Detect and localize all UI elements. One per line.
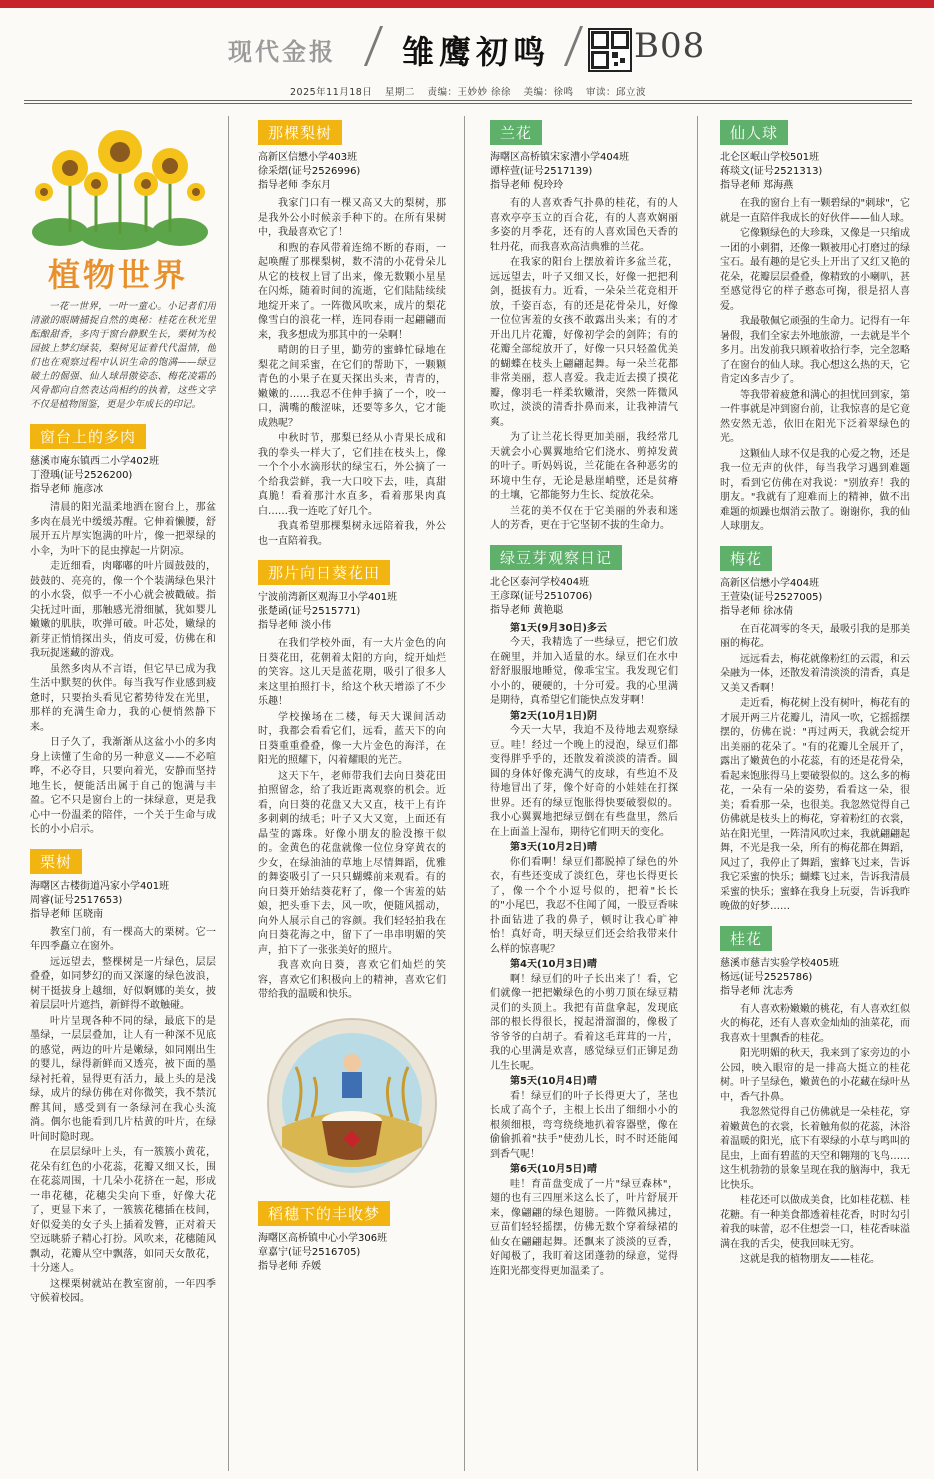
feature-title: 植物世界 [48, 256, 189, 294]
divider-slash [564, 26, 583, 66]
paragraph: 和煦的春风带着连绵不断的春雨，一起唤醒了那棵梨树，数不清的小花骨朵儿从它的枝杈上冒了出来，像无数颗小星星在闪烁，随着时间的流逝，它们陆陆续续地绽开来了。一阵微风吹来，成片的梨花像雪白的浪花一样，连同春雨一起翩翩而来，我多想成为那其中的一朵啊！ [258, 242, 446, 341]
issue-date: 2025年11月18日 [290, 87, 373, 98]
header-rule [24, 103, 912, 104]
school: 高新区信懋小学404班 [720, 577, 820, 589]
column-1 [30, 116, 216, 1473]
paragraph: 清晨的阳光温柔地洒在窗台上，那盆多肉在晨光中缓缓苏醒。它伸着懒腰，舒展开五片厚实饱满的叶片，像一把翠绿的小伞，为叶下的昆虫撑起一片阴凉。 [30, 502, 216, 557]
paragraph: 这颗仙人球不仅是我的心爱之物，还是我一位无声的伙伴，每当我学习遇到难题时，看到它仿佛在对我说："别放弃！我的朋友。"我就有了迎难而上的精神，做不出难题的烦躁也烟消云散了。谢谢你，我的仙人球朋友。 [720, 448, 910, 532]
paragraph: 教室门前，有一棵高大的栗树。它一年四季矗立在窗外。 [30, 926, 216, 952]
student: 周睿(证号2517653) [30, 894, 123, 906]
paragraph: 我最敬佩它顽强的生命力。记得有一年暑假，我们全家去外地旅游，一去就是半个多月。出发前我只顾着收拾行李，完全忽略了在窗台的仙人球。我心想这么热的天，它肯定凶多吉少了。 [720, 316, 910, 385]
masthead [0, 8, 934, 80]
paragraph: 等我带着疲惫和满心的担忧回到家，第一件事就是冲到窗台前，让我惊喜的是它竟然安然无恙，依旧在阳光下泛着翠绿色的光。 [720, 389, 910, 444]
page-number: B08 [634, 26, 706, 66]
paragraph: 中秋时节，那梨已经从小青果长成和我的拳头一样大了，它们挂在枝头上，像一个个小水滴形状的绿宝石，外公摘了一个给我尝鲜，我一大口咬下去，哇，真甜真脆！看着那汁水直多，看着那果肉真白……我一连吃了好几个。 [258, 433, 446, 517]
column-3 [490, 116, 678, 1473]
paragraph: 叶片呈现各种不同的绿，最底下的是墨绿，一层层叠加，让人有一种深不见底的感觉，两边的叶片是嫩绿，如同刚出生的婴儿，绿得新鲜而又透亮，被下面的墨绿衬托着，显得更有活力，最上头的是浅绿，成片的绿仿佛在对你微笑，我不禁沉醉其间，感受到有一条绿河在我心头流淌。偶尔也能看到几片枯黄的叶片，在绿叶间时隐时现。 [30, 1015, 216, 1143]
column-divider [464, 116, 465, 1471]
designer: 美编：徐鸣 [523, 87, 574, 98]
article-title-lishu2: 那棵梨树 [258, 120, 342, 145]
article-title-lvdou: 绿豆芽观察日记 [490, 545, 622, 570]
section-title: 雏鹰初鸣 [402, 33, 551, 71]
student: 蒋琰文(证号2521313) [720, 166, 823, 177]
diary-text: 啊！绿豆们的叶子长出来了！看，它们就像一把把嫩绿色的小剪刀顶在绿豆精灵们的头顶上。我把有苗盘拿起，发现底部的根长得很长，搅起滑溜溜的，像极了爷爷爷的白胡子。看着这毛茸茸的一片，我的心里满是欢喜，感觉绿豆们正铆足劲儿生长呢。 [490, 973, 678, 1072]
paragraph: 走近看，梅花树上没有树叶，梅花有的才展开两三片花瓣儿，清风一吹，它摇摇摆摆的，仿佛在说："再过两天，我就会绽开出美丽的花朵了。"有的花瓣儿全展开了，露出了嫩黄色的小花蕊，有的还是花骨朵，看起来饱胀得马上要破裂似的。这么多的梅花，一朵有一朵的姿势，看看这一朵，很美；看看那一朵，也很美。我忽然觉得自己仿佛就是枝头上的梅花，穿着粉红的衣裳，站在阳光里，一阵清风吹过来，我就翩翩起舞，不光是我一朵，所有的梅花都在舞蹈，风过了，我停止了舞蹈，蜜蜂飞过来，告诉我它采蜜的快乐；蝴蝶飞过来，告诉我清晨采蜜的快乐；蜜蜂在我身上玩耍，告诉我昨晚做的好梦…… [720, 698, 910, 912]
student: 张楚函(证号2515771) [258, 606, 361, 617]
diary-date: 第5天(10月4日)晴 [510, 1076, 597, 1087]
article-title-daosui: 稻穗下的丰收梦 [258, 1201, 390, 1226]
school: 北仑区岷山学校501班 [720, 152, 820, 163]
plate-painting-icon [266, 1017, 438, 1189]
paragraph: 有的人喜欢香气扑鼻的桂花，有的人喜欢亭亭玉立的百合花，有的人喜欢娴丽多姿的月季花，还有的人喜欢国色天香的牡丹花，而我喜欢高洁典雅的兰花。 [490, 198, 678, 253]
teacher: 指导老师 沈志秀 [720, 985, 794, 997]
editors: 责编：王妙妙 徐徐 [427, 87, 511, 98]
proofreader: 审读：邱立波 [586, 87, 647, 98]
diary-text: 你们看啊！绿豆们都脱掉了绿色的外衣，有些还变成了淡红色，芽也长得更长了，像一个个小逗号似的，把着"长长的"小尾巴，我忍不住闻了闻，一股豆香味扑面钻进了我的鼻子，顿时让我心旷神怡！真好奇，明天绿豆们还会给我带来什么样的惊喜呢？ [490, 856, 678, 955]
teacher: 指导老师 李东月 [258, 180, 332, 191]
sunflower-icon [30, 122, 210, 250]
paragraph: 兰花的美不仅在于它美丽的外表和迷人的芳香，更在于它坚韧不拔的生命力。 [490, 505, 678, 531]
article-title-lanhua: 兰花 [490, 120, 542, 145]
column-divider [228, 116, 229, 1471]
issue-weekday: 星期二 [384, 87, 415, 98]
student: 徐采熠(证号2526996) [258, 166, 361, 177]
divider-slash [364, 26, 383, 66]
school: 海曙区古楼街道冯家小学401班 [30, 880, 170, 892]
paragraph: 在我家的阳台上摆放着许多盆兰花，远远望去，叶子又细又长，好像一把把利剑，挺拔有力。近看，一朵朵兰花竞相开放，千姿百态，有的还是花骨朵儿，好像一位位害羞的女孩不敢露出头来；有的才开出几片花瓣，好像初学会的剑阵；有的花瓣全部绽放开了，好像一只只轻盈优美的蝴蝶在枝头上翩翩起舞。每一朵兰花都非常美丽，惹人喜爱。我走近去摸了摸花瓣，像羽毛一样柔软嫩滑，突然一阵微风吹过，淡淡的清香扑鼻而来，让我神清气爽。 [490, 257, 678, 428]
newspaper-name: 现代金报 [228, 38, 336, 66]
article-title-duorou: 窗台上的多肉 [30, 424, 146, 449]
paragraph: 我家门口有一棵又高又大的梨树，那是我外公小时候亲手种下的。在所有果树中，我最喜欢它了！ [258, 198, 446, 238]
student: 王彦琛(证号2510706) [490, 590, 593, 602]
paragraph: 有人喜欢粉嫩嫩的桃花，有人喜欢红似火的梅花，还有人喜欢金灿灿的油菜花，而我喜欢十里飘香的桂花。 [720, 1003, 910, 1044]
teacher: 指导老师 匡晓南 [30, 908, 104, 920]
paragraph: 远远看去，梅花就像粉红的云霞，和云朵融为一体，还散发着清淡淡的清香，真是又美又香啊！ [720, 653, 910, 694]
feature-intro: 一花一世界，一叶一童心。小记者们用清澈的眼睛捕捉自然的奥秘：桂花在秋光里酝酿甜香，多肉于窗台静默生长，栗树为校园披上梦幻绿装，梨树见证着代代温情，他们也在观察过程中认识生命的饱满——绿豆破土的倔强、仙人球昂傲姿态、梅花凌霜的风骨都向自然表达尚相约的执着，这些文字不仅是植物图鉴，更是少年成长的印记。 [30, 301, 216, 410]
teacher: 指导老师 郑海燕 [720, 180, 794, 191]
paragraph: 这就是我的植物朋友——桂花。 [740, 1254, 880, 1265]
paragraph: 这棵栗树就站在教室窗前，一年四季守候着校园。 [30, 1278, 216, 1304]
student: 丁澄瑀(证号2526200) [30, 470, 133, 481]
diary-date: 第3天(10月2日)晴 [510, 842, 597, 853]
paragraph: 晴朗的日子里，勤劳的蜜蜂忙碌地在梨花之间采蜜，在它们的帮助下，一颗颗青色的小果子在夏天探出头来，青青的，嫩嫩的……我忍不住伸手摘了一个，咬一口，满嘴的酸涩味，还要等多久，它才能成熟呢？ [258, 345, 446, 429]
student: 章嘉宁(证号2516705) [258, 1246, 361, 1258]
school: 宁波前湾新区观海卫小学401班 [258, 592, 398, 603]
paragraph: 阳光明媚的秋天，我来到了家旁边的小公园，映入眼帘的是一排高大挺立的桂花树。叶子呈绿色，嫩黄色的小花藏在绿叶丛中，香气扑鼻。 [720, 1048, 910, 1103]
diary-text: 今天，我精选了一些绿豆，把它们放在碗里，并加入适量的水。绿豆们在水中舒舒服服地睡觉，像乖宝宝。我发现它们小小的，硬硬的，十分可爱。我的心里满是期待，真希望它们能快点发芽啊！ [490, 637, 678, 706]
paragraph: 我真希望那棵梨树永远陪着我，外公也一直陪着我。 [258, 521, 446, 547]
teacher: 指导老师 黄艳聪 [490, 604, 564, 616]
teacher: 指导老师 徐冰倩 [720, 605, 794, 617]
teacher: 指导老师 施彦冰 [30, 484, 104, 495]
top-color-bar [0, 0, 934, 8]
article-title-kuihua: 那片向日葵花田 [258, 560, 390, 585]
student: 王萱染(证号2527005) [720, 591, 823, 603]
school: 北仑区泰河学校404班 [490, 576, 590, 588]
column-4 [720, 116, 910, 1473]
paragraph: 为了让兰花长得更加美丽，我经常几天就会小心翼翼地给它们浇水、剪掉发黄的叶子。听妈妈说，兰花能在各种恶劣的环境中生存，无论是悬崖峭壁，还是贫瘠的土壤，它都能努力生长、绽放花朵。 [490, 432, 678, 501]
paragraph: 远远望去，整棵树是一片绿色，层层叠叠，如同梦幻的而又深邃的绿色波浪，树干挺拔身上越细，好似婀娜的美女，披着层层叶片遮挡，新鲜得不敢触碰。 [30, 956, 216, 1011]
paragraph: 学校操场在二楼，每天大课间活动时，我都会看看它们，远看，蓝天下的向日葵重重叠叠，像一大片金色的海洋，在阳光的照耀下，闪着耀眼的光芒。 [258, 711, 446, 766]
paragraph: 日子久了，我渐渐从这盆小小的多肉身上读懂了生命的另一种意义——不必喧哗，不必夺目，只要向着光，安静而坚持地生长，便能活出属于自己的饱满与丰盈。它不只是窗台上的一抹绿意，更是我心中一份温柔的陪伴，一个关于生命与成长的小小启示。 [30, 737, 216, 835]
paragraph: 这天下午，老师带我们去向日葵花田拍照留念，给了我近距离观察的机会。近看，向日葵的花盘又大又直，枝干上有许多刺刺的绒毛；叶子又大又宽，上面还有晶莹的露珠。好像小朋友的脸没擦干似的。金黄色的花盘就像一位位身穿黄衣的少女，在绿油油的草地上尽情舞蹈，优雅的舞姿吸引了一只只蝴蝶前来观看。有的向日葵开始结葵花籽了，像一个害羞的姑娘，把头垂下去，风一吹，便随风摇动，向外人展示自己的容颜。我们轻轻拍我在向日葵花海之中，留下了一串串明媚的笑声，拍下了一张张美好的照片。 [258, 770, 446, 956]
paragraph: 我喜欢向日葵，喜欢它们灿烂的笑容，喜欢它们积极向上的精神，喜欢它们带给我的温暖和快乐。 [258, 960, 446, 1000]
qr-code-icon [588, 28, 632, 72]
paragraph: 在层层绿叶上头，有一簇簇小黄花，花朵有红色的小花蕊，花瓣又细又长，围在花蕊周围，十几朵小花挤在一起，形成一串花穗，花穗尖尖向下垂，好像大花了，更显下来了，一簇簇花穗插在枝间，好似爱美的女子头上插着发簪，正对着天空远眺骄子精心打扮。风吹来，花穗随风飘动，花瓣从空中飘落，如同天女散花，十分迷人。 [30, 1147, 216, 1274]
column-2 [258, 116, 446, 1473]
school: 慈溪市慈吉实验学校405班 [720, 957, 840, 969]
column-divider [697, 116, 698, 1471]
rice-plate-artwork [266, 1017, 438, 1189]
teacher: 指导老师 倪玲玲 [490, 180, 564, 191]
paragraph: 在百花凋零的冬天，最吸引我的是那美丽的梅花。 [720, 623, 910, 649]
paragraph: 在我的窗台上有一颗碧绿的"刺球"，它就是一直陪伴我成长的好伙伴——仙人球。 [720, 198, 910, 224]
paragraph: 它像颗绿色的大珍珠，又像是一只缩成一团的小刺猬，还像一颗被用心打磨过的绿宝石。最有趣的是它头上开出了又红又艳的花朵，花瓣层层叠叠，像精致的小喇叭，甚至感觉得它的样子憨态可掬，很是招人喜爱。 [720, 228, 910, 312]
sunflower-illustration [30, 122, 210, 298]
school: 慈溪市庵东镇西二小学402班 [30, 456, 160, 467]
article-title-lishu: 栗树 [30, 849, 82, 874]
article-title-xianrenqiu: 仙人球 [720, 120, 788, 145]
article-title-guihua: 桂花 [720, 926, 772, 951]
teacher: 指导老师 乔媛 [258, 1260, 322, 1272]
issue-info [290, 84, 655, 98]
article-title-meihua: 梅花 [720, 546, 772, 571]
diary-text: 看！绿豆们的叶子长得更大了，茎也长成了高个子，主根上长出了细细小小的根须细根，弯弯绕绕地扒着容器壁，像在偷偷抓着"扶手"使劲儿长，时不时还能闻到香气呢！ [490, 1090, 678, 1160]
student: 杨远(证号2525786) [720, 971, 813, 983]
diary-date: 第6天(10月5日)晴 [510, 1164, 597, 1175]
school: 高新区信懋小学403班 [258, 152, 358, 163]
diary-date: 第1天(9月30日)多云 [510, 622, 607, 634]
header-rule [24, 100, 912, 101]
paragraph: 桂花还可以做成美食，比如桂花糕、桂花糖。有一种美食都透着桂花香，时时勾引着我的味蕾，忍不住想尝一口，桂花香味溢满在我的舌尖，使我回味无穷。 [720, 1195, 910, 1250]
teacher: 指导老师 淡小伟 [258, 620, 332, 631]
student: 谭梓萱(证号2517139) [490, 166, 593, 177]
diary-text: 今天一大早，我迫不及待地去观察绿豆。哇！经过一个晚上的浸泡，绿豆们都变得胖乎乎的，还散发着淡淡的清香。圆圆的身体好像充满气的皮球，有些迫不及待地冒出了芽，像个好奇的小娃娃在打探世界。还有的绿豆饱胀得快要破裂似的。我小心翼翼地把绿豆倒在有些盘里，然后在上面盖上湿布，期待它们明天的变化。 [490, 725, 678, 838]
paragraph: 在我们学校外面，有一大片金色的向日葵花田，花朝着太阳的方向，绽开灿烂的笑容。这儿天是蓝花期，吸引了很多人来这里拍照打卡，给这个秋天增添了不少乐趣！ [258, 638, 446, 707]
paragraph: 我忽然觉得自己仿佛就是一朵桂花，穿着嫩黄色的衣裳，长着触角似的花蕊，沐浴着温暖的阳光，底下有翠绿的小草与鸣叫的昆虫，上面有碧蓝的天空和翱翔的飞鸟……这生机勃勃的景象呈现在我的脑海中，我无比快乐。 [720, 1107, 910, 1191]
paragraph: 虽然多肉从不言语，但它早已成为我生活中默契的伙伴。每当我写作业感到疲惫时，只要抬头看见它蓄势待发在光里，那样的充满生命力，我的心便悄然静下来。 [30, 663, 216, 733]
diary-text: 哇！育苗盘变成了一片"绿豆森林"，翅的也有三四厘米这么长了，叶片舒展开来，像翩翩的绿色翅膀。一阵微风拂过，豆苗们轻轻摇摆，仿佛无数个穿着绿裙的仙女在翩翩起舞。还飘来了淡淡的豆香，好闻极了，我盯着这团蓬勃的绿意，觉得连阳光都变得更加温柔了。 [490, 1178, 678, 1277]
diary-date: 第4天(10月3日)晴 [510, 959, 597, 970]
paragraph: 走近细看，肉嘟嘟的叶片圆鼓鼓的，鼓鼓的、亮亮的，像一个个装满绿色果汁的小水袋，似乎一不小心就会被戳破。指尖抚过叶面，那触感光滑细腻，犹如婴儿嫩嫩的肌肤，吹弹可破。叶芯处，嫩绿的新芽正悄悄探出头，俏皮可爱，仿佛在和我玩捉迷藏的游戏。 [30, 561, 216, 659]
school: 海曙区高桥镇中心小学306班 [258, 1232, 388, 1244]
school: 海曙区高桥镇宋家漕小学404班 [490, 152, 630, 163]
diary-date: 第2天(10月1日)阴 [510, 710, 597, 722]
